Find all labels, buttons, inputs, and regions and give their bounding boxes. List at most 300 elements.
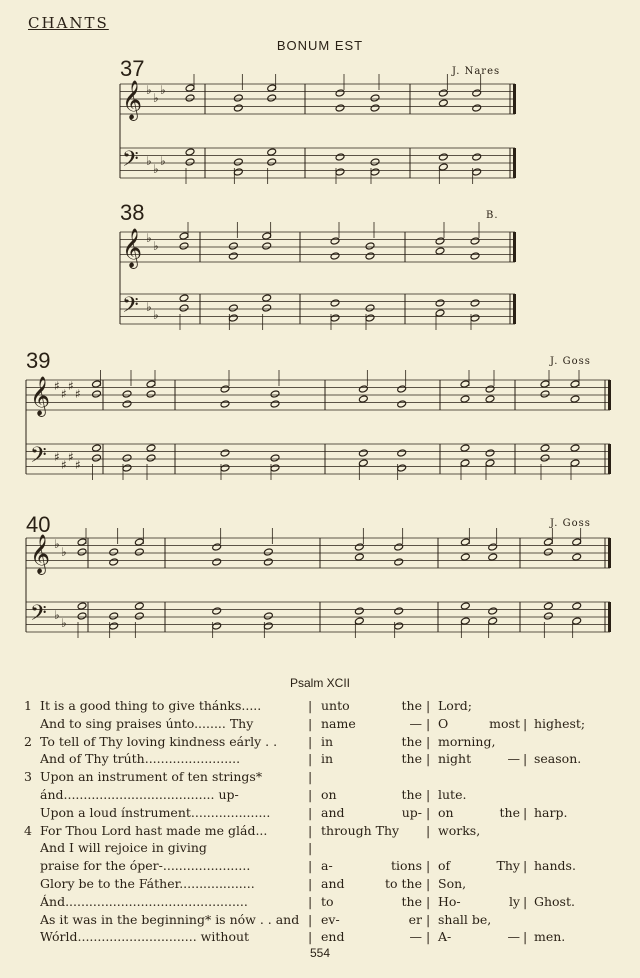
verse-text: And I will rejoice in giving: [40, 840, 207, 856]
sharp-icon: ♯: [68, 450, 74, 464]
verse-c2: er: [408, 911, 422, 927]
note-head: [233, 104, 243, 112]
note-head: [185, 84, 195, 92]
verse-c3: Ho-: [438, 893, 461, 909]
bass-clef-icon: 𝄢: [122, 293, 139, 323]
verse-c4: Thy: [496, 858, 520, 874]
note-head: [122, 454, 132, 462]
note-head: [335, 89, 345, 97]
note-head: [335, 168, 345, 176]
verse-b2: |: [426, 751, 431, 767]
verse-b3: |: [523, 893, 528, 909]
flat-icon: ♭: [153, 239, 159, 253]
verse-c2: up-: [401, 804, 422, 820]
sharp-icon: ♯: [75, 387, 81, 401]
verse-c2: —: [409, 715, 422, 731]
note-head: [472, 104, 482, 112]
note-head: [435, 247, 445, 255]
note-head: [488, 553, 498, 561]
note-head: [267, 158, 277, 166]
verse-c2: tions: [390, 858, 422, 874]
note-head: [435, 309, 445, 317]
verse-b3: |: [523, 858, 528, 874]
note-head: [370, 168, 380, 176]
bass-clef-icon: 𝄢: [122, 147, 139, 177]
note-head: [370, 158, 380, 166]
verse-c4: —: [507, 929, 520, 945]
note-head: [397, 449, 407, 457]
verse-c5: highest;: [534, 715, 586, 731]
note-head: [543, 548, 553, 556]
verse-c1: ev-: [321, 911, 340, 927]
note-head: [488, 617, 498, 625]
note-head: [472, 89, 482, 97]
verse-line: [24, 787, 624, 805]
flat-icon: ♭: [54, 608, 60, 622]
note-head: [134, 538, 144, 546]
verse-c3: shall be,: [438, 911, 492, 927]
verse-text: For Thou Lord hast made me glád...: [40, 822, 268, 838]
chant-number-40: 40: [26, 512, 51, 537]
note-head: [92, 390, 102, 398]
verse-text: And to sing praises únto........ Thy: [40, 715, 254, 731]
verse-bar: |: [308, 698, 313, 713]
verse-c3: of: [438, 858, 451, 874]
note-head: [394, 543, 404, 551]
verse-line: [24, 912, 624, 930]
flat-icon: ♭: [160, 83, 166, 97]
verse-c1: unto: [321, 698, 350, 713]
note-head: [460, 602, 470, 610]
verse-c5: hands.: [534, 858, 576, 874]
note-head: [394, 558, 404, 566]
note-head: [220, 385, 230, 393]
note-head: [470, 314, 480, 322]
note-head: [77, 602, 87, 610]
verse-c3: Lord;: [438, 698, 473, 713]
note-head: [572, 617, 582, 625]
flat-icon: ♭: [146, 300, 152, 314]
verse-b3: |: [523, 929, 528, 945]
note-head: [185, 94, 195, 102]
verse-bar: |: [308, 911, 313, 927]
treble-clef-icon: 𝄞: [30, 534, 51, 574]
note-head: [438, 163, 448, 171]
final-barline: [608, 538, 611, 568]
note-head: [220, 464, 230, 472]
verse-b2: |: [426, 858, 431, 874]
note-head: [540, 390, 550, 398]
verse-bar: |: [308, 840, 313, 856]
note-head: [179, 232, 189, 240]
note-head: [438, 153, 448, 161]
verse-c5: Ghost.: [534, 893, 575, 909]
note-head: [179, 294, 189, 302]
note-head: [330, 314, 340, 322]
note-head: [354, 543, 364, 551]
note-head: [330, 252, 340, 260]
verse-line: [24, 769, 624, 787]
verse-line: [24, 823, 624, 841]
verse-bar: |: [308, 858, 313, 874]
verse-b3: |: [523, 751, 528, 767]
note-head: [212, 543, 222, 551]
note-head: [358, 459, 368, 467]
verse-bar: |: [308, 893, 313, 909]
note-head: [270, 390, 280, 398]
note-head: [330, 237, 340, 245]
note-head: [233, 168, 243, 176]
note-head: [330, 299, 340, 307]
note-head: [460, 380, 470, 388]
verse-b3: |: [523, 715, 528, 731]
note-head: [472, 168, 482, 176]
verse-b2: |: [426, 929, 431, 945]
note-head: [370, 104, 380, 112]
note-head: [354, 553, 364, 561]
verse-text: Wórld.............................. without: [40, 929, 250, 945]
verse-text: As it was in the beginning* is nów . . and: [40, 911, 300, 927]
note-head: [212, 622, 222, 630]
note-head: [267, 148, 277, 156]
note-head: [134, 548, 144, 556]
flat-icon: ♭: [153, 162, 159, 176]
note-head: [460, 444, 470, 452]
verse-line: [24, 894, 624, 912]
note-head: [122, 390, 132, 398]
sharp-icon: ♯: [61, 387, 67, 401]
verse-c3: O: [438, 715, 449, 731]
note-head: [543, 602, 553, 610]
verse-c1: and: [321, 875, 345, 891]
verse-c4: ly: [508, 893, 520, 909]
sharp-icon: ♯: [68, 379, 74, 393]
verse-c1: in: [321, 733, 334, 749]
note-head: [335, 153, 345, 161]
note-head: [220, 400, 230, 408]
final-barline: [608, 444, 611, 474]
final-barline: [513, 294, 516, 324]
psalm-title: Psalm XCII: [289, 676, 350, 690]
verse-line: [24, 734, 624, 752]
verse-b2: |: [426, 875, 431, 891]
verse-c1: a-: [321, 858, 333, 874]
note-head: [122, 400, 132, 408]
note-head: [470, 237, 480, 245]
verse-line: [24, 929, 624, 947]
verse-line: [24, 858, 624, 876]
verse-c4: the: [499, 804, 520, 820]
verse-b2: |: [426, 893, 431, 909]
note-head: [488, 543, 498, 551]
verse-c1: through Thy: [321, 822, 400, 838]
verse-c3: morning,: [438, 733, 496, 749]
note-head: [472, 153, 482, 161]
note-head: [397, 464, 407, 472]
note-head: [397, 385, 407, 393]
bass-clef-icon: 𝄢: [30, 601, 47, 631]
note-head: [485, 459, 495, 467]
chant-composer-38: B.: [486, 210, 499, 221]
note-head: [485, 395, 495, 403]
verse-bar: |: [308, 875, 313, 891]
verse-c2: the: [401, 786, 422, 802]
note-head: [470, 299, 480, 307]
note-head: [570, 444, 580, 452]
verse-bar: |: [308, 786, 313, 802]
note-head: [92, 444, 102, 452]
verse-c1: end: [321, 929, 345, 945]
verse-text: Upon an instrument of ten strings*: [40, 769, 263, 785]
flat-icon: ♭: [61, 616, 67, 630]
chant-number-38: 38: [120, 200, 145, 225]
note-head: [365, 242, 375, 250]
verse-text: ánd...................................... up-: [40, 786, 239, 802]
bass-clef-icon: 𝄢: [30, 443, 47, 473]
chant-composer-39: J. Goss: [550, 356, 591, 367]
note-head: [485, 385, 495, 393]
note-head: [358, 449, 368, 457]
flat-icon: ♭: [153, 91, 159, 105]
final-barline: [513, 148, 516, 178]
note-head: [109, 622, 119, 630]
verse-c2: the: [401, 893, 422, 909]
section-header: CHANTS: [28, 14, 109, 32]
verse-b2: |: [426, 911, 431, 927]
flat-icon: ♭: [153, 308, 159, 322]
note-head: [109, 612, 119, 620]
note-head: [228, 314, 238, 322]
verse-c3: lute.: [438, 786, 467, 802]
verse-c2: the: [401, 733, 422, 749]
verse-c5: season.: [534, 751, 582, 767]
note-head: [540, 454, 550, 462]
sharp-icon: ♯: [54, 379, 60, 393]
note-head: [77, 612, 87, 620]
verse-c1: to: [321, 893, 334, 909]
note-head: [179, 242, 189, 250]
note-head: [358, 395, 368, 403]
verse-c3: Son,: [438, 875, 467, 891]
note-head: [572, 538, 582, 546]
chant-composer-37: J. Nares: [452, 66, 501, 77]
note-head: [146, 454, 156, 462]
note-head: [267, 94, 277, 102]
note-head: [460, 553, 470, 561]
chant-number-37: 37: [120, 56, 145, 81]
note-head: [543, 612, 553, 620]
verse-c5: harp.: [534, 804, 568, 820]
note-head: [233, 158, 243, 166]
verse-b2: |: [426, 715, 431, 731]
note-head: [185, 148, 195, 156]
verse-text: Upon a loud ínstrument....................: [40, 804, 271, 820]
verse-b2: |: [426, 733, 431, 749]
note-head: [92, 454, 102, 462]
note-head: [220, 449, 230, 457]
verse-line: [24, 876, 624, 894]
note-head: [228, 304, 238, 312]
verse-c5: men.: [534, 929, 566, 945]
note-head: [228, 242, 238, 250]
verse-line: [24, 698, 624, 716]
verse-b2: |: [426, 822, 431, 838]
note-head: [358, 385, 368, 393]
treble-clef-icon: 𝄞: [122, 80, 143, 120]
note-head: [212, 558, 222, 566]
note-head: [460, 395, 470, 403]
note-head: [470, 252, 480, 260]
verse-text: Glory be to the Fáther...................: [40, 875, 255, 891]
note-head: [233, 94, 243, 102]
verse-num: 2: [24, 733, 32, 749]
note-head: [228, 252, 238, 260]
note-head: [540, 380, 550, 388]
verse-b2: |: [426, 786, 431, 802]
verse-c1: name: [321, 715, 356, 731]
note-head: [263, 622, 273, 630]
note-head: [146, 390, 156, 398]
verse-c4: most: [489, 715, 520, 731]
flat-icon: ♭: [54, 537, 60, 551]
verse-bar: |: [308, 929, 313, 945]
note-head: [540, 444, 550, 452]
note-head: [109, 558, 119, 566]
flat-icon: ♭: [146, 154, 152, 168]
note-head: [365, 252, 375, 260]
note-head: [570, 380, 580, 388]
chant-number-39: 39: [26, 348, 51, 373]
note-head: [267, 84, 277, 92]
verse-c1: and: [321, 804, 345, 820]
verse-c3: night: [438, 751, 472, 767]
note-head: [270, 400, 280, 408]
verse-num: 1: [24, 698, 32, 713]
note-head: [438, 89, 448, 97]
verse-line: [24, 805, 624, 823]
note-head: [109, 548, 119, 556]
verse-text: praise for the óper-......................: [40, 858, 251, 874]
note-head: [262, 242, 272, 250]
verse-bar: |: [308, 804, 313, 820]
note-head: [263, 612, 273, 620]
verse-b2: |: [426, 698, 431, 713]
note-head: [365, 314, 375, 322]
note-head: [488, 607, 498, 615]
note-head: [438, 99, 448, 107]
note-head: [460, 459, 470, 467]
page-number: 554: [309, 946, 331, 960]
note-head: [92, 380, 102, 388]
verse-bar: |: [308, 715, 313, 731]
verse-c2: the: [401, 751, 422, 767]
flat-icon: ♭: [160, 154, 166, 168]
flat-icon: ♭: [61, 545, 67, 559]
verse-text: And of Thy trúth........................: [40, 751, 241, 767]
verse-line: [24, 751, 624, 769]
final-barline: [608, 602, 611, 632]
note-head: [122, 464, 132, 472]
verse-line: [24, 840, 624, 858]
note-head: [460, 538, 470, 546]
verse-bar: |: [308, 769, 313, 785]
verse-num: 3: [24, 769, 32, 785]
note-head: [262, 294, 272, 302]
note-head: [394, 622, 404, 630]
verse-c3: on: [438, 804, 454, 820]
sharp-icon: ♯: [61, 458, 67, 472]
note-head: [146, 380, 156, 388]
chant-title: BONUM EST: [276, 38, 364, 53]
note-head: [435, 299, 445, 307]
note-head: [179, 304, 189, 312]
note-head: [370, 94, 380, 102]
note-head: [77, 538, 87, 546]
note-head: [435, 237, 445, 245]
note-head: [134, 602, 144, 610]
note-head: [397, 400, 407, 408]
note-head: [262, 232, 272, 240]
note-head: [485, 449, 495, 457]
note-head: [570, 395, 580, 403]
psalm-verses: [24, 698, 624, 947]
note-head: [270, 454, 280, 462]
note-head: [572, 602, 582, 610]
note-head: [263, 548, 273, 556]
verse-c4: —: [507, 751, 520, 767]
note-head: [354, 607, 364, 615]
verse-bar: |: [308, 822, 313, 838]
verse-c2: the: [401, 698, 422, 713]
sharp-icon: ♯: [54, 450, 60, 464]
verse-c2: to the: [385, 875, 422, 891]
note-head: [263, 558, 273, 566]
note-head: [212, 607, 222, 615]
verse-c2: —: [409, 929, 422, 945]
note-head: [354, 617, 364, 625]
verse-bar: |: [308, 751, 313, 767]
final-barline: [513, 84, 516, 114]
flat-icon: ♭: [146, 83, 152, 97]
note-head: [146, 444, 156, 452]
note-head: [365, 304, 375, 312]
treble-clef-icon: 𝄞: [30, 376, 51, 416]
note-head: [185, 158, 195, 166]
note-head: [394, 607, 404, 615]
verse-num: 4: [24, 822, 32, 838]
verse-b2: |: [426, 804, 431, 820]
verse-text: Ánd..............................................: [40, 893, 248, 909]
verse-text: To tell of Thy loving kindness eárly . .: [40, 733, 278, 749]
final-barline: [513, 232, 516, 262]
note-head: [335, 104, 345, 112]
chant-composer-40: J. Goss: [550, 518, 591, 529]
verse-b3: |: [523, 804, 528, 820]
verse-c3: works,: [438, 822, 481, 838]
note-head: [134, 612, 144, 620]
note-head: [77, 548, 87, 556]
note-head: [572, 553, 582, 561]
flat-icon: ♭: [146, 231, 152, 245]
final-barline: [608, 380, 611, 410]
note-head: [570, 459, 580, 467]
sharp-icon: ♯: [75, 458, 81, 472]
treble-clef-icon: 𝄞: [122, 228, 143, 268]
note-head: [460, 617, 470, 625]
verse-text: It is a good thing to give thánks.....: [40, 698, 262, 713]
note-head: [543, 538, 553, 546]
verse-c3: A-: [438, 929, 452, 945]
